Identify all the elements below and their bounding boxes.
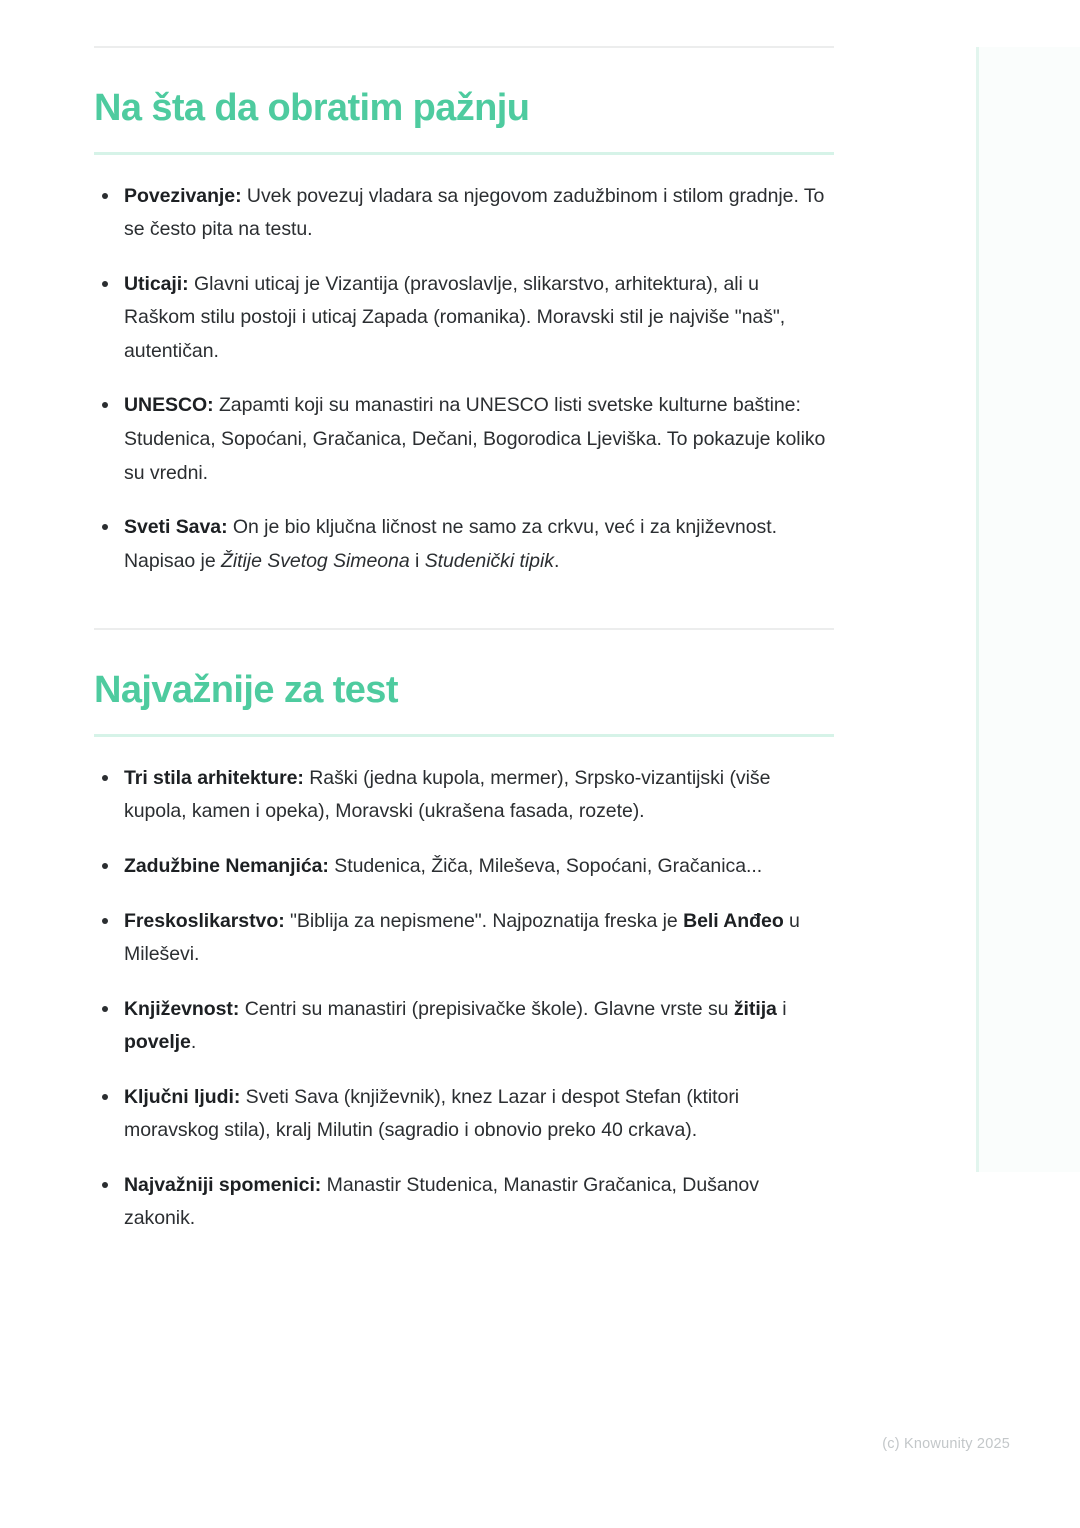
section-heading: Na šta da obratim pažnju bbox=[94, 87, 530, 129]
list-item-text: i bbox=[776, 997, 787, 1020]
list-item-text: Studenica, Žiča, Mileševa, Sopoćani, Gračanica... bbox=[328, 854, 763, 877]
list-item-text: Raški (jedna kupola, mermer), Srpsko-vizantijski (više kupola, kamen i opeka), Moravski (ukrašena fasada, rozete). bbox=[124, 766, 771, 823]
list-item bbox=[94, 905, 834, 972]
list-item bbox=[94, 268, 834, 369]
list-item-text: . bbox=[553, 549, 560, 572]
list-item-text: i bbox=[409, 549, 425, 572]
list-item-bold-text: Beli Anđeo bbox=[683, 909, 784, 932]
list-item-italic-text: Žitije Svetog Simeona bbox=[221, 549, 410, 572]
list-item-text: Centri su manastiri (prepisivačke škole). Glavne vrste su bbox=[239, 997, 734, 1020]
list-item-text: Sveti Sava (književnik), knez Lazar i despot Stefan (ktitori moravskog stila), kralj Milutin (sagradio i obnovio preko 40 crkava). bbox=[124, 1085, 740, 1142]
section-najvaznije-za-test bbox=[94, 670, 834, 1236]
section-heading: Najvažnije za test bbox=[94, 669, 398, 712]
list-item bbox=[94, 762, 834, 829]
list-item bbox=[94, 850, 834, 884]
list-item-lead: Ključni ljudi: bbox=[124, 1085, 241, 1108]
list-item bbox=[94, 993, 834, 1060]
list-item-bold-text: žitija bbox=[733, 997, 777, 1020]
list-item-italic-text: Studenički tipik bbox=[424, 549, 554, 572]
list-item-lead: UNESCO: bbox=[124, 394, 214, 417]
list-item-text: Zapamti koji su manastiri na UNESCO listi svetske kulturne baštine: Studenica, Sopoćani, Gračanica, Dečani, Bogorodica Ljeviška. To pokazuje koliko su vredni. bbox=[124, 394, 826, 484]
list-item-text: Manastir Studenica, Manastir Gračanica, Dušanov zakonik. bbox=[124, 1173, 759, 1230]
list-item-text: . bbox=[190, 1031, 197, 1054]
footer-copyright: (c) Knowunity 2025 bbox=[882, 1436, 1010, 1452]
list-item-lead: Najvažniji spomenici: bbox=[124, 1173, 322, 1196]
list-item-lead: Sveti Sava: bbox=[124, 516, 228, 539]
list-item-lead: Tri stila arhitekture: bbox=[124, 766, 304, 789]
list-item-text: Glavni uticaj je Vizantija (pravoslavlje, slikarstvo, arhitektura), ali u Raškom stilu postoji i uticaj Zapada (romanika). Moravski stil je najviše "naš", autentičan. bbox=[124, 272, 786, 362]
list-item-lead: Književnost: bbox=[124, 997, 240, 1020]
list-item-lead: Freskoslikarstvo: bbox=[124, 909, 285, 932]
section-na-sta-da-obratim-paznju bbox=[94, 88, 834, 578]
list-item bbox=[94, 511, 834, 578]
list-item-text: On je bio ključna ličnost ne samo za crkvu, već i za književnost. Napisao je bbox=[124, 516, 777, 572]
list-item-lead: Zadužbine Nemanjića: bbox=[124, 854, 329, 877]
top-divider bbox=[94, 46, 834, 48]
section-divider bbox=[94, 628, 834, 630]
heading-underline bbox=[94, 734, 834, 737]
heading-underline bbox=[94, 152, 834, 155]
bullet-list-2 bbox=[94, 762, 834, 1236]
list-item-text: "Biblija za nepismene". Najpoznatija freska je bbox=[284, 909, 684, 932]
list-item-bold-text: povelje bbox=[124, 1031, 191, 1054]
list-item bbox=[94, 180, 834, 247]
list-item-text: u Mileševi. bbox=[124, 909, 800, 966]
list-item-lead: Povezivanje: bbox=[124, 184, 242, 207]
list-item-text: Uvek povezuj vladara sa njegovom zadužbinom i stilom gradnje. To se često pita na testu. bbox=[124, 184, 825, 241]
list-item bbox=[94, 1081, 834, 1148]
bullet-list-1 bbox=[94, 180, 834, 578]
list-item bbox=[94, 1169, 834, 1236]
document-content bbox=[94, 46, 834, 1236]
list-item-lead: Uticaji: bbox=[124, 272, 189, 295]
list-item bbox=[94, 389, 834, 490]
